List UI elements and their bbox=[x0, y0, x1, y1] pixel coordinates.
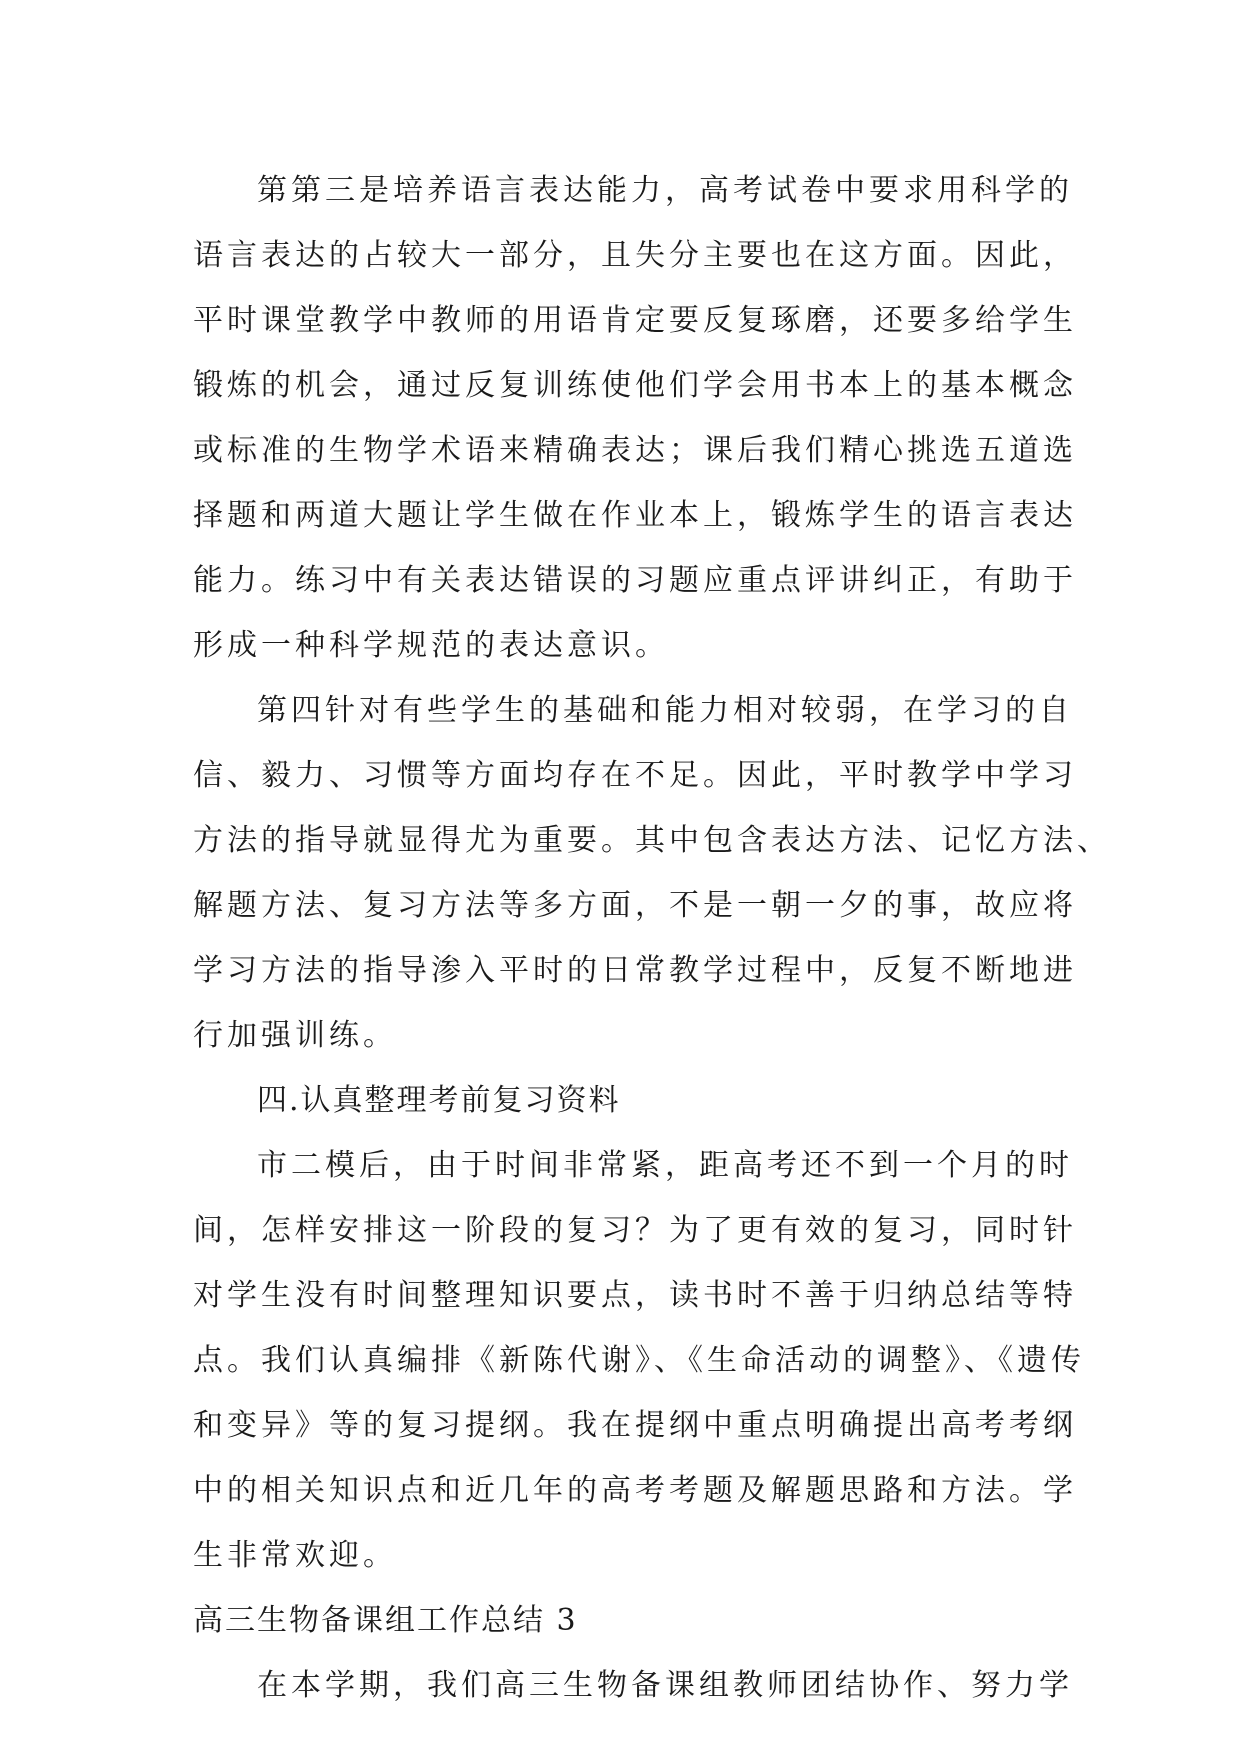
paragraph-line: 择题和两道大题让学生做在作业本上，锻炼学生的语言表达 bbox=[193, 498, 1077, 533]
paragraph-line: 中的相关知识点和近几年的高考考题及解题思路和方法。学 bbox=[193, 1473, 1077, 1508]
paragraph-line: 点。我们认真编排《新陈代谢》、《生命活动的调整》、《遗传 bbox=[193, 1343, 1085, 1378]
document-title: 高三生物备课组工作总结 3 bbox=[193, 1603, 578, 1638]
paragraph-line: 锻炼的机会，通过反复训练使他们学会用书本上的基本概念 bbox=[193, 368, 1077, 403]
paragraph-line: 方法的指导就显得尤为重要。其中包含表达方法、记忆方法、 bbox=[193, 823, 1111, 858]
paragraph-line: 行加强训练。 bbox=[193, 1018, 397, 1053]
paragraph-line: 市二模后，由于时间非常紧，距高考还不到一个月的时 bbox=[257, 1148, 1073, 1183]
paragraph-line: 和变异》等的复习提纲。我在提纲中重点明确提出高考考纲 bbox=[193, 1408, 1077, 1443]
document-body bbox=[193, 158, 1111, 1718]
paragraph-line: 语言表达的占较大一部分，且失分主要也在这方面。因此， bbox=[193, 238, 1077, 273]
paragraph-line: 第四针对有些学生的基础和能力相对较弱，在学习的自 bbox=[257, 693, 1073, 728]
paragraph-line: 生非常欢迎。 bbox=[193, 1538, 397, 1573]
paragraph-line: 间，怎样安排这一阶段的复习？为了更有效的复习，同时针 bbox=[193, 1213, 1077, 1248]
paragraph-line: 信、毅力、习惯等方面均存在不足。因此，平时教学中学习 bbox=[193, 758, 1077, 793]
paragraph-line: 形成一种科学规范的表达意识。 bbox=[193, 628, 669, 663]
paragraph-line: 在本学期，我们高三生物备课组教师团结协作、努力学 bbox=[257, 1668, 1073, 1703]
paragraph-line: 第第三是培养语言表达能力，高考试卷中要求用科学的 bbox=[257, 173, 1073, 208]
paragraph-line: 或标准的生物学术语来精确表达；课后我们精心挑选五道选 bbox=[193, 433, 1077, 468]
section-heading: 四.认真整理考前复习资料 bbox=[257, 1083, 621, 1118]
paragraph-line: 学习方法的指导渗入平时的日常教学过程中，反复不断地进 bbox=[193, 953, 1077, 988]
paragraph-line: 对学生没有时间整理知识要点，读书时不善于归纳总结等特 bbox=[193, 1278, 1077, 1313]
paragraph-line: 解题方法、复习方法等多方面，不是一朝一夕的事，故应将 bbox=[193, 888, 1077, 923]
paragraph-line: 平时课堂教学中教师的用语肯定要反复琢磨，还要多给学生 bbox=[193, 303, 1077, 338]
paragraph-line: 能力。练习中有关表达错误的习题应重点评讲纠正，有助于 bbox=[193, 563, 1077, 598]
